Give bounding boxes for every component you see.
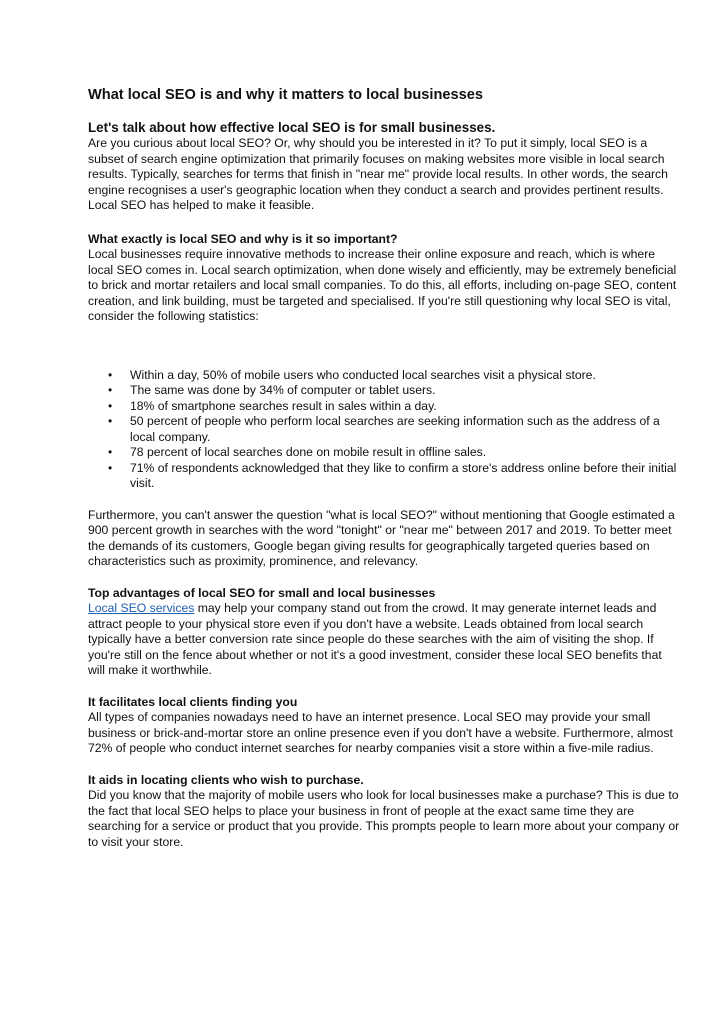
- list-item: [108, 367, 680, 384]
- bullet-icon: •: [108, 367, 113, 382]
- intro-body: Are you curious about local SEO? Or, why should you be interested in it? To put it simply, local SEO is a subset of search engine optimization that primarily focuses on making websites more visible in local search results. Typically, searches for terms that finish in "near me" provide local results. In other words, the search engine recognises a user's geographic location when they conduct a search and provides pertinent results. Local SEO has helped to make it feasible.: [88, 136, 668, 212]
- facilitates-section: [88, 695, 680, 757]
- aids-section: [88, 773, 680, 851]
- bullet-icon: •: [108, 445, 113, 459]
- what-is-body: Local businesses require innovative methods to increase their online exposure and reach, which is where local SEO comes in. Local search optimization, when done wisely and efficiently, may be extremely beneficial to brick and mortar retailers and local small companies. To do this, all efforts, including on-page SEO, content creation, and link building, must be targeted and specialised. If you're still questioning why local SEO is vital, consider the following statistics:: [88, 247, 677, 323]
- spacer: [88, 325, 680, 368]
- list-item-text: 78 percent of local searches done on mobile result in offline sales.: [130, 445, 487, 459]
- advantages-body-text: may help your company stand out from the crowd. It may generate internet leads and attract people to your physical store even if you don't have a website. Leads obtained from local search typically have a better conversion rate since people do these searches with the aim of visiting the shop. If you're still on the fence about whether or not it's a good investment, consider these local SEO benefits that will make it worthwhile.: [88, 601, 662, 677]
- spacer: [88, 757, 680, 773]
- list-item: [108, 383, 680, 399]
- list-item: [108, 460, 680, 492]
- local-seo-services-link[interactable]: Local SEO services: [88, 601, 195, 615]
- intro-heading: Let's talk about how effective local SEO is for small businesses.: [88, 120, 496, 135]
- list-item: [108, 445, 680, 461]
- list-item: [108, 414, 680, 445]
- list-item-text: Within a day, 50% of mobile users who conducted local searches visit a physical store.: [130, 367, 596, 382]
- furthermore-body: Furthermore, you can't answer the question "what is local SEO?" without mentioning that Google estimated a 900 percent growth in searches with the word "tonight" or "near me" between 2017 and 2019. To better meet the demands of its customers, Google began giving results for geographically targeted queries based on characteristics such as proximity, prominence, and relevancy.: [88, 507, 675, 568]
- page-title: What local SEO is and why it matters to local businesses: [88, 87, 483, 103]
- list-item-text: The same was done by 34% of computer or tablet users.: [130, 383, 436, 397]
- list-item-text: 50 percent of people who perform local searches are seeking information such as the address of a local company.: [130, 414, 660, 444]
- spacer: [88, 214, 680, 232]
- spacer: [88, 570, 680, 586]
- bullet-icon: •: [108, 383, 113, 397]
- advantages-section: [88, 586, 680, 679]
- list-item-text: 18% of smartphone searches result in sales within a day.: [130, 398, 437, 413]
- facilitates-body: All types of companies nowadays need to have an internet presence. Local SEO may provide your small business or brick-and-mortar store an online presence even if you don't have a website. Furthermore, almost 72% of people who conduct internet searches for nearby companies visit a store within a five-mile radius.: [88, 710, 673, 755]
- advantages-heading: Top advantages of local SEO for small and local businesses: [88, 585, 436, 600]
- aids-body: Did you know that the majority of mobile users who look for local businesses make a purchase? This is due to the fact that local SEO helps to place your business in front of people at the exact same time they are searching for a service or product that you provide. This prompts people to learn more about your company or to visit your store.: [88, 788, 680, 849]
- spacer: [88, 492, 680, 508]
- what-is-heading: What exactly is local SEO and why is it so important?: [88, 231, 398, 246]
- intro-section: [88, 120, 680, 214]
- statistics-list: [88, 368, 680, 492]
- bullet-icon: •: [108, 460, 113, 475]
- list-item-text: 71% of respondents acknowledged that they like to confirm a store's address online before their initial visit.: [130, 460, 677, 490]
- advantages-body: [88, 601, 680, 679]
- bullet-icon: •: [108, 414, 113, 428]
- facilitates-heading: It facilitates local clients finding you: [88, 694, 298, 709]
- what-is-section: [88, 232, 680, 325]
- list-item: [108, 398, 680, 415]
- spacer: [88, 679, 680, 695]
- bullet-icon: •: [108, 398, 113, 413]
- aids-heading: It aids in locating clients who wish to purchase.: [88, 772, 364, 787]
